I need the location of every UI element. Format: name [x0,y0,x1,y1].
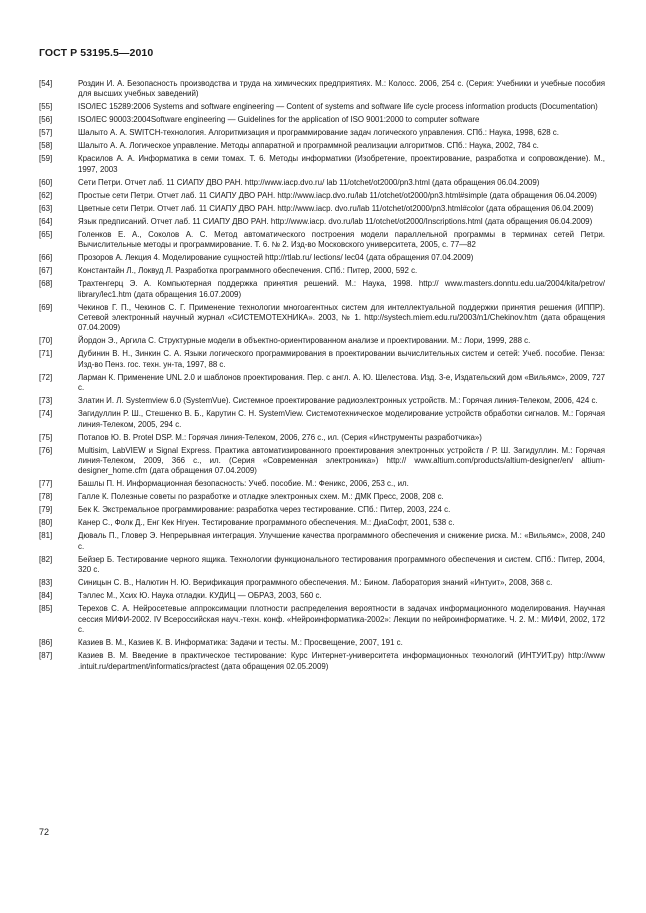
reference-item [39,266,605,276]
reference-number: [57] [39,128,53,138]
reference-text: Multisim, LabVIEW и Signal Express. Практика автоматизированного проектирования электронных устройств / Р. Ш. Загидуллин. М.: Горячая линия-Телеком, 2009, 366 с., ил. (Серия «Современная электроника») http:// www.altium.com/products/altium-designer/en/ altium-designer_home.cfm (дата обращения 07.04.2009) [78,445,605,476]
reference-item [39,604,605,635]
reference-text: Тэллес М., Хсих Ю. Наука отладки. КУДИЦ — ОБРАЗ, 2003, 560 с. [78,591,322,601]
reference-text: Дубинин В. Н., Зинкин С. А. Языки логического программирования в проектировании вычислительных систем и сетей: Учеб. пособие. Пенза: Изд-во Пенз. гос. техн. ун-та, 1997, 88 с. [78,349,605,369]
reference-text: Загидуллин Р. Ш., Стешенко В. Б., Карутин С. Н. SystemView. Системотехническое моделирование устройств обработки сигналов. М.: Горячая линия-Телеком, 2005, 294 с. [78,409,605,429]
reference-number: [77] [39,479,53,489]
reference-text: Красилов А. А. Информатика в семи томах. Т. 6. Методы информатики (Изобретение, проектирование, разработка и сопровождение). М., 1997, 2003 [78,154,605,174]
reference-item [39,217,605,227]
reference-number: [87] [39,651,53,661]
reference-item [39,651,605,672]
reference-item [39,303,605,334]
reference-item [39,230,605,251]
reference-item [39,638,605,648]
reference-item [39,409,605,430]
reference-number: [62] [39,190,53,200]
reference-text: Дюваль П., Гловер Э. Непрерывная интеграция. Улучшение качества программного обеспечения и снижение риска. М.: «Вильямс», 2008, 240 с. [78,531,605,551]
reference-text: Златин И. Л. Systemview 6.0 (SystemVue). Системное проектирование радиоэлектронных устройств. М.: Горячая линия-Телеком, 2006, 424 с. [78,396,598,406]
reference-number: [78] [39,492,53,502]
reference-text: Цветные сети Петри. Отчет лаб. 11 СИАПУ ДВО РАН. http://www.iacp. dvo.ru/lab 11/otchet/ot2000/pn3.html#color (дата обращения 06.04.2009) [78,203,594,213]
reference-number: [83] [39,578,53,588]
reference-number: [74] [39,409,53,419]
reference-item [39,115,605,125]
reference-number: [55] [39,102,53,112]
reference-number: [63] [39,203,53,213]
reference-number: [71] [39,349,53,359]
reference-text: Роздин И. А. Безопасность производства и труда на химических предприятиях. М.: Колосс. 2006, 254 с. (Серия: Учебники и учебные пособия для высших учебных заведений) [78,79,605,99]
reference-number: [76] [39,445,53,455]
reference-number: [67] [39,266,53,276]
reference-number: [73] [39,396,53,406]
reference-text: Башлы П. Н. Информационная безопасность: Учеб. пособие. М.: Феникс, 2006, 253 с., ил. [78,479,409,489]
reference-text: Бейзер Б. Тестирование черного ящика. Технологии функционального тестирования программного обеспечения и систем. СПб.: Питер, 2004, 320 с. [78,554,605,575]
reference-item [39,154,605,175]
reference-text: Синицын С. В., Налютин Н. Ю. Верификация программного обеспечения. М.: Бином. Лаборатория знаний «Интуит», 2008, 368 с. [78,578,553,588]
reference-text: Трахтенгерц Э. А. Компьютерная поддержка принятия решений. М.: Наука, 1998. http:// www.masters.donntu.edu.ua/2004/kita/petrov/ library/lec1.htm (дата обращения 16.07.2009) [78,279,605,299]
reference-text: ISO/IEC 15289:2006 Systems and software engineering — Content of systems and software life cycle process information products (Documentation) [78,102,598,112]
reference-text: Константайн Л., Локвуд Л. Разработка программного обеспечения. СПб.: Питер, 2000, 592 с. [78,266,418,276]
reference-number: [69] [39,302,53,312]
reference-item [39,336,605,346]
reference-number: [60] [39,177,53,187]
reference-text: Казиев В. М., Казиев К. В. Информатика: Задачи и тесты. М.: Просвещение, 2007, 191 с. [78,638,403,648]
page-number: 72 [39,827,50,837]
reference-number: [75] [39,432,53,442]
reference-item [39,505,605,515]
reference-text: Шалыто А. А. SWITCH-технология. Алгоритмизация и программирование задач логического управления. СПб.: Наука, 1998, 628 с. [78,128,559,138]
reference-text: Шалыто А. А. Логическое управление. Методы аппаратной и программной реализации алгоритмов. СПб.: Наука, 2002, 784 с. [78,141,539,151]
reference-item [39,191,605,201]
reference-item [39,396,605,406]
reference-item [39,253,605,263]
reference-text: Канер С., Фолк Д., Енг Кек Нгуен. Тестирование программного обеспечения. М.: ДиаСофт, 2001, 538 с. [78,518,455,528]
reference-text: Прозоров А. Лекция 4. Моделирование сущностей http://rtlab.ru/ lections/ lec04 (дата обращения 07.04.2009) [78,253,474,263]
document-title: ГОСТ Р 53195.5—2010 [39,47,154,59]
reference-number: [54] [39,79,53,88]
reference-item [39,578,605,588]
reference-number: [81] [39,531,53,541]
reference-number: [59] [39,154,53,164]
reference-text: Язык предписаний. Отчет лаб. 11 СИАПУ ДВО РАН. http://www.iacp. dvo.ru/lab 11/otchet/ot2000/Inscriptions.html (дата обращения 06.04.2009) [78,216,593,226]
reference-item [39,79,605,100]
reference-number: [80] [39,518,53,528]
reference-text: Казиев В. М. Введение в практическое тестирование: Курс Интернет-университета информационных технологий (ИНТУИТ.ру) http://www .intuit.ru/department/informatics/practest (дата обращения 02.05.2009) [78,651,605,671]
reference-text: ISO/IEC 90003:2004Software engineering — Guidelines for the application of ISO 9001:2000 to computer software [78,115,480,125]
reference-item [39,141,605,151]
reference-item [39,349,605,370]
reference-item [39,178,605,188]
reference-number: [72] [39,372,53,382]
reference-number: [79] [39,505,53,515]
reference-text: Галле К. Полезные советы по разработке и отладке электронных схем. М.: ДМК Пресс, 2008, 208 с. [78,492,444,502]
reference-item [39,279,605,300]
reference-text: Ларман К. Применение UNL 2.0 и шаблонов проектирования. Пер. с англ. А. Ю. Шелестова. Изд. 3-е, Издательский дом «Вильямс», 2009, 727 с. [78,372,605,393]
reference-number: [66] [39,253,53,263]
reference-item [39,591,605,601]
reference-item [39,204,605,214]
reference-number: [70] [39,336,53,346]
reference-number: [85] [39,604,53,614]
reference-item [39,492,605,502]
reference-number: [56] [39,115,53,125]
reference-number: [58] [39,141,53,151]
reference-text: Терехов С. А. Нейросетевые аппроксимации плотности распределения вероятности в задачах информационного моделирования. Научная сессия МИФИ-2002. IV Всероссийская науч.-техн. конф. «Нейроинформатика-2002»: Лекции по нейроинформатике. Ч. 2. М.: МИФИ, 2002, 172 с. [78,604,605,635]
reference-number: [64] [39,216,53,226]
reference-number: [84] [39,591,53,601]
reference-number: [86] [39,638,53,648]
reference-text: Йордон Э., Аргила С. Структурные модели в объектно-ориентированном анализе и проектировании. М.: Лори, 1999, 288 с. [78,336,531,346]
reference-text: Потапов Ю. В. Protel DSP. М.: Горячая линия-Телеком, 2006, 276 с., ил. (Серия «Инструменты разработчика») [78,432,482,442]
reference-item [39,446,605,477]
reference-number: [68] [39,279,53,289]
reference-number: [65] [39,229,53,239]
reference-item [39,518,605,528]
reference-text: Голенков Е. А., Соколов А. С. Метод автоматического построения модели параллельной программы в терминах сетей Петри. Вычислительные методы и программирование. Т. 6. № 2. Изд-во Московского университета, 2005, с. 77—82 [78,229,605,250]
reference-item [39,531,605,552]
reference-item [39,479,605,489]
reference-item [39,102,605,112]
reference-number: [82] [39,554,53,564]
reference-item [39,128,605,138]
reference-list [39,79,605,675]
reference-text: Чекинов Г. П., Чекинов С. Г. Применение технологии многоагентных систем для интеллектуальной поддержки принятия решения (ИППР). Сетевой электронный научный журнал «СИСТЕМОТЕХНИКА». 2003, № 1. http://systech.miem.edu.ru/2003/n1/Chekinov.htm (дата обращения 07.04.2009) [78,302,605,333]
reference-item [39,555,605,576]
reference-item [39,433,605,443]
reference-item [39,373,605,394]
reference-text: Сети Петри. Отчет лаб. 11 СИАПУ ДВО РАН. http://www.iacp.dvo.ru/ lab 11/otchet/ot2000/pn3.html (дата обращения 06.04.2009) [78,177,540,187]
reference-text: Простые сети Петри. Отчет лаб. 11 СИАПУ ДВО РАН. http://www.iacp.dvo.ru/lab 11/otchet/ot2000/pn3.html#simple (дата обращения 06.04.2009) [78,190,597,200]
reference-text: Бек К. Экстремальное программирование: разработка через тестирование. СПб.: Питер, 2003, 224 с. [78,505,451,515]
